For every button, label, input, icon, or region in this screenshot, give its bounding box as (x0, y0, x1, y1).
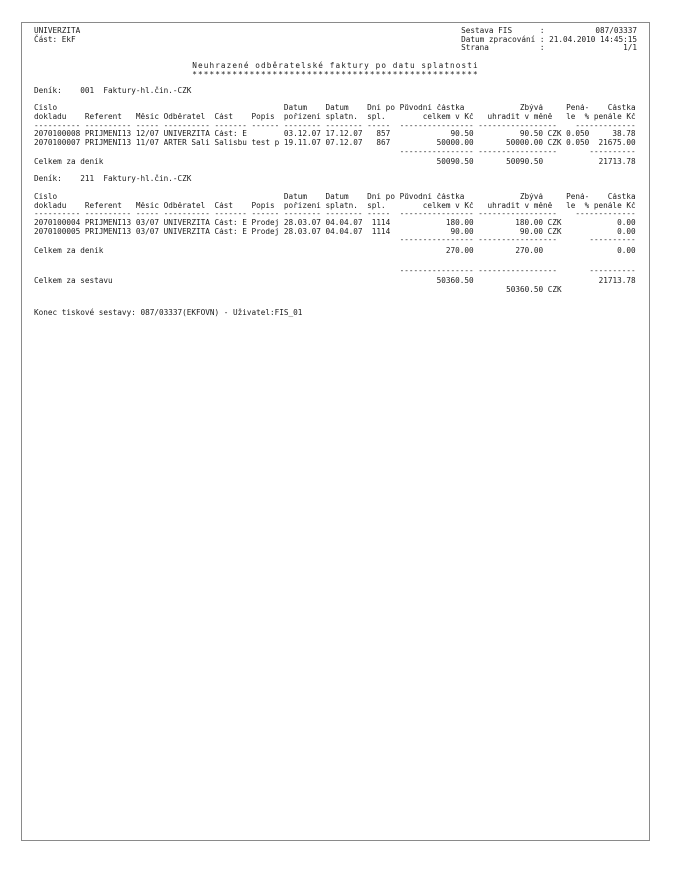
sep: ----------------- (478, 147, 557, 156)
col-empty (252, 104, 284, 113)
spacer (562, 267, 590, 276)
journal-block-211 (34, 175, 637, 256)
cell-penalty-pct (562, 219, 590, 228)
col-desc: Popis (251, 201, 275, 210)
cell-original-amount: 180.00 (445, 218, 474, 227)
sep: -------- (325, 210, 363, 219)
col-days: Dní po (367, 104, 395, 113)
journal-total-penalty: 0.00 (617, 247, 636, 256)
journal-total-row (34, 247, 637, 256)
meta-row-strana (461, 44, 637, 53)
meta-value-processing-date: 21.04.2010 14:45:15 (549, 34, 638, 44)
table-header (34, 104, 637, 130)
report-header (34, 27, 637, 53)
cell-date-created: 19.11.07 (283, 139, 321, 148)
meta-colon: : (539, 26, 545, 35)
cell-remaining-amount: 90.00 (519, 227, 544, 236)
cell-date-due: 17.12.07 (325, 130, 363, 139)
cell-currency: CZK (547, 218, 562, 227)
table-header-line2 (34, 113, 637, 122)
journal-name: Faktury-hl.čin.-CZK (103, 85, 192, 95)
meta-colon: : (539, 34, 545, 44)
col-pct: le % (566, 201, 590, 210)
spacer (34, 236, 400, 245)
header-left-block (34, 27, 80, 44)
cell-doc-number: 2070100008 (34, 130, 81, 139)
table-header-line1 (34, 193, 637, 202)
title-block (34, 62, 637, 79)
sep: -------- (325, 121, 363, 130)
grand-total-label: Celkem za sestavu (34, 277, 113, 286)
sep: --- (575, 121, 590, 130)
grand-total-row (34, 277, 637, 286)
cell-days-overdue: 1114 (371, 227, 391, 236)
cell-remaining-amount: 50000.00 (506, 139, 544, 148)
col-month: Měsíc (135, 201, 159, 210)
cell-currency: CZK (547, 130, 562, 139)
cell-doc-number: 2070100007 (34, 139, 81, 148)
cell-days-overdue: 1114 (371, 218, 391, 227)
cell-penalty-pct: 0.050 (566, 130, 590, 139)
meta-label: Strana (461, 43, 489, 53)
cell-original-amount: 90.50 (450, 130, 474, 139)
cell-penalty-amount: 0.00 (617, 218, 636, 227)
cell-remaining (478, 130, 561, 139)
journal-total-remaining-amount: 270.00 (515, 247, 544, 256)
cell-month: 03/07 (135, 218, 159, 227)
cell-desc: test p (251, 139, 280, 148)
col-empty (136, 104, 164, 113)
journal-total-penalty: 21713.78 (598, 158, 636, 167)
cell-part: Část: E (214, 130, 247, 139)
table-row (34, 130, 637, 139)
sep: ----- (135, 210, 159, 219)
journal-label: Deník: (34, 85, 62, 95)
cell-desc: Prodej (251, 227, 280, 236)
col-due: uhradit v měně (487, 201, 553, 210)
sep: ---------------- (399, 147, 474, 156)
sep: ----- (367, 121, 391, 130)
col-penalty: Částka (607, 192, 636, 201)
col-empty (85, 104, 136, 113)
cell-days-overdue: 857 (376, 130, 391, 139)
cell-remaining (478, 219, 561, 228)
cell-doc-number: 2070100005 (34, 227, 81, 236)
cell-remaining-amount: 90.50 (519, 130, 544, 139)
spacer (562, 148, 590, 157)
cell-remaining (478, 228, 561, 237)
journal-total-separator (34, 236, 637, 245)
cell-desc (252, 130, 284, 139)
cell-part: Část: E (214, 227, 247, 236)
grand-total-currency-row (34, 286, 637, 295)
col-doc: Číslo (34, 104, 58, 113)
journal-heading (34, 175, 637, 184)
cell-month: 12/07 (135, 130, 159, 139)
col-date1: pořízení (283, 201, 321, 210)
sep: ----------------- (478, 266, 557, 275)
col-empty (136, 193, 164, 202)
cell-month: 03/07 (135, 227, 159, 236)
spacer (589, 286, 635, 295)
table-header-separator (34, 210, 637, 219)
sep: ----------------- (478, 210, 557, 219)
cell-referent: PRIJMENI13 (84, 130, 132, 139)
sep: ---------------- (399, 121, 474, 130)
cell-days-overdue: 867 (376, 139, 391, 148)
sep: ----------------- (478, 236, 557, 245)
col-date1: Datum (283, 104, 308, 113)
spacer (562, 158, 590, 167)
spacer (34, 148, 400, 157)
sep: ---------- (34, 210, 81, 219)
journal-total-row (34, 158, 637, 167)
col-due: Zbývá (519, 104, 544, 113)
sep: ---------- (589, 236, 636, 245)
sep: -------- (283, 121, 321, 130)
col-doc: Číslo (34, 192, 58, 201)
sep: ---------- (589, 121, 636, 130)
col-pct: Pená- (566, 192, 590, 201)
col-part: Část (214, 201, 233, 210)
spacer (562, 247, 590, 256)
sep: ------- (214, 210, 247, 219)
journal-heading (34, 87, 637, 96)
col-doc: dokladu (34, 112, 67, 121)
sep: ------- (214, 121, 247, 130)
cell-customer: UNIVERZITA (163, 130, 210, 139)
col-month: Měsíc (135, 112, 159, 121)
col-days: spl. (367, 201, 386, 210)
journal-code: 211 (80, 174, 95, 184)
spacer (34, 286, 400, 295)
col-referent: Referent (84, 112, 122, 121)
cell-date-due: 04.04.07 (325, 227, 363, 236)
journal-total-remaining (478, 247, 561, 256)
title-underline: ************************************************** (192, 69, 479, 79)
cell-penalty-amount: 21675.00 (598, 139, 636, 148)
grand-total-block (34, 267, 637, 295)
cell-original-amount: 50000.00 (436, 139, 474, 148)
table-header-separator (34, 122, 637, 131)
col-amount: celkem v Kč (422, 201, 474, 210)
spacer (562, 236, 590, 245)
cell-remaining-amount: 180.00 (515, 218, 544, 227)
grand-total-currency: CZK (547, 286, 562, 295)
cell-remaining (478, 139, 561, 148)
col-date2: splatn. (325, 201, 358, 210)
table-header-line2 (34, 202, 637, 211)
meta-label: Datum zpracování (461, 34, 536, 44)
table-header (34, 193, 637, 219)
col-desc: Popis (251, 112, 275, 121)
report-page (21, 22, 650, 841)
cell-currency: CZK (547, 227, 562, 236)
cell-penalty-amount: 38.78 (612, 130, 636, 139)
sep: ----------------- (478, 121, 557, 130)
col-referent: Referent (84, 201, 122, 210)
meta-colon: : (539, 43, 545, 53)
header-meta-block (461, 27, 637, 53)
col-date1: Datum (283, 192, 308, 201)
sep: ---------- (589, 266, 636, 275)
col-date2: splatn. (325, 112, 358, 121)
sep: ---------------- (399, 210, 474, 219)
journal-total-amount: 50090.50 (436, 158, 474, 167)
sep: --- (575, 210, 590, 219)
col-date2: Datum (325, 104, 349, 113)
grand-total-penalty: 21713.78 (598, 277, 636, 286)
table-row (34, 228, 637, 237)
col-amount: Původní částka (399, 192, 465, 201)
table-header-line1 (34, 104, 637, 113)
col-empty (214, 193, 251, 202)
cell-date-created: 28.03.07 (283, 218, 321, 227)
sep: ---------------- (399, 266, 474, 275)
journal-total-amount: 270.00 (445, 247, 474, 256)
col-amount: celkem v Kč (422, 112, 474, 121)
col-amount: Původní částka (399, 104, 465, 113)
cell-customer: UNIVERZITA (163, 218, 210, 227)
col-doc: dokladu (34, 201, 67, 210)
cell-date-due: 07.12.07 (325, 139, 363, 148)
cell-referent: PRIJMENI13 (84, 218, 132, 227)
cell-date-created: 28.03.07 (283, 227, 321, 236)
journal-label: Deník: (34, 174, 62, 184)
grand-total-remaining (478, 286, 561, 295)
col-pct: Pená- (566, 104, 590, 113)
sep: ---------- (84, 210, 132, 219)
cell-doc-number: 2070100004 (34, 218, 81, 227)
col-part: Část (214, 112, 233, 121)
sep: ---------- (163, 121, 210, 130)
sep: ---------- (163, 210, 210, 219)
spacer (478, 277, 561, 286)
grand-total-remaining-amount: 50360.50 (506, 286, 544, 295)
spacer (562, 286, 590, 295)
col-empty (164, 104, 215, 113)
cell-customer: ARTER Sali (163, 139, 210, 148)
journal-name: Faktury-hl.čin.-CZK (103, 174, 192, 184)
sep: ----- (367, 210, 391, 219)
sep: ---------- (589, 147, 636, 156)
col-empty (164, 193, 215, 202)
spacer (562, 277, 590, 286)
report-footer: Konec tiskové sestavy: 087/03337(EKFOVN) - Uživatel:FIS_01 (34, 307, 303, 317)
table-row (34, 219, 637, 228)
col-empty (252, 193, 284, 202)
journal-code: 001 (80, 85, 95, 95)
col-due: Zbývá (519, 192, 544, 201)
col-date2: Datum (325, 192, 349, 201)
col-due: uhradit v měně (487, 112, 553, 121)
sep: ---------- (34, 121, 81, 130)
grand-total-separator (34, 267, 637, 276)
col-penalty: penále Kč (593, 201, 636, 210)
cell-referent: PRIJMENI13 (84, 139, 132, 148)
cell-currency: CZK (547, 139, 562, 148)
spacer (34, 267, 400, 276)
cell-part: Salisbu (214, 139, 247, 148)
sep: ---------------- (399, 236, 474, 245)
cell-penalty-pct (562, 228, 590, 237)
org-unit: Část: EkF (34, 34, 76, 44)
col-pct: le % (566, 112, 590, 121)
sep: ---------- (589, 210, 636, 219)
cell-desc: Prodej (251, 218, 280, 227)
col-customer: Odběratel (163, 112, 206, 121)
spacer (400, 286, 479, 295)
sep: -------- (283, 210, 321, 219)
journal-total-remaining (478, 158, 561, 167)
grand-total-amount: 50360.50 (436, 277, 474, 286)
sep: ---------- (84, 121, 132, 130)
cell-date-created: 03.12.07 (283, 130, 321, 139)
table-row (34, 139, 637, 148)
cell-penalty-pct: 0.050 (566, 139, 590, 148)
sep: ------ (251, 210, 280, 219)
cell-penalty-amount: 0.00 (617, 227, 636, 236)
meta-value-report-number: 087/03337 (595, 26, 637, 35)
meta-value-page-number: 1/1 (623, 43, 637, 53)
col-days: Dní po (367, 192, 395, 201)
journal-total-separator (34, 148, 637, 157)
col-penalty: Částka (607, 104, 636, 113)
cell-date-due: 04.04.07 (325, 218, 363, 227)
cell-month: 11/07 (135, 139, 159, 148)
col-customer: Odběratel (163, 201, 206, 210)
sep: ------ (251, 121, 280, 130)
sep: ----- (135, 121, 159, 130)
col-days: spl. (367, 112, 386, 121)
col-empty (214, 104, 251, 113)
col-empty (85, 193, 136, 202)
cell-customer: UNIVERZITA (163, 227, 210, 236)
cell-original-amount: 90.00 (450, 227, 474, 236)
journal-total-remaining-amount: 50090.50 (506, 158, 544, 167)
cell-referent: PRIJMENI13 (84, 227, 132, 236)
meta-label: Sestava FIS (461, 26, 513, 35)
journal-total-label: Celkem za deník (34, 247, 104, 256)
journal-total-label: Celkem za deník (34, 158, 104, 167)
col-date1: pořízení (283, 112, 321, 121)
page-title: Neuhrazené odběratelské faktury po datu splatnosti (192, 61, 479, 71)
org-name: UNIVERZITA (34, 26, 81, 35)
journal-block-001 (34, 87, 637, 168)
cell-part: Část: E (214, 218, 247, 227)
col-penalty: penále Kč (593, 112, 636, 121)
